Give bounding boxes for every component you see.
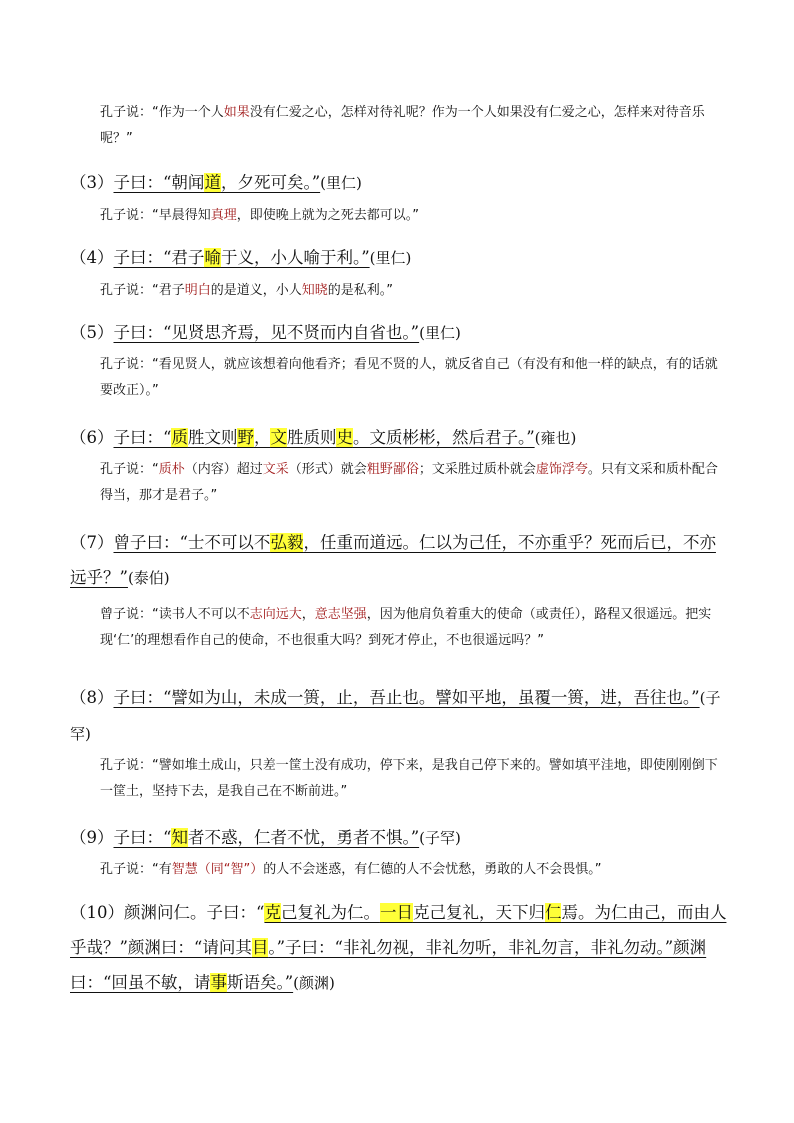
emphasized-word: 明白 [184,283,211,298]
original-text-paragraph [70,680,730,752]
translation-paragraph [100,278,725,304]
text-run: ， [301,607,315,622]
emphasized-word: 虚饰浮夸 [535,462,588,477]
text-run: （内容）超过 [184,462,263,477]
text-run: 孔子说：“ [100,462,159,477]
highlighted-key-word: 野 [237,428,254,447]
translation-paragraph [100,203,725,229]
source-chapter-label: (泰伯) [127,569,170,587]
text-run: 斯语矣。” [226,973,294,992]
text-run: 焉。为仁由己，而由人乎哉？”颜渊曰：“请问其 [70,903,727,957]
text-run: 孔子说：“早晨得知 [100,208,211,223]
text-run: 曾子说：“读书人不可以不 [100,607,250,622]
text-run: （9） [70,828,114,847]
translation-paragraph [100,753,725,804]
text-run: 己复礼为仁。 [280,903,380,922]
text-run: 。只有文采和质朴配合得当，那才是君子。” [100,462,718,503]
emphasized-word: 意志坚强 [314,607,367,622]
text-run: （形式）就会 [288,462,367,477]
emphasized-word: 知晓 [301,283,328,298]
translation-paragraph [100,857,725,883]
text-run: 子曰：“ [113,828,172,847]
text-run: 孔子说：“君子 [100,283,185,298]
highlighted-key-word: 知 [171,828,188,847]
original-text-paragraph [70,895,730,1001]
original-text-paragraph [70,420,730,456]
text-run: （6） [70,428,114,447]
source-chapter-label: (子罕) [419,829,461,847]
text-run: 子曰：“君子 [113,248,205,267]
text-run: 的人不会迷惑，有仁德的人不会忧愁，勇敢的人不会畏惧。” [263,862,602,877]
text-run: 曾子曰：“士不可以不 [113,533,271,552]
text-run: 孔子说：“有 [100,862,172,877]
text-run: 克己复礼，天下归 [412,903,545,922]
highlighted-key-word: 喻 [204,248,221,267]
text-run: （10）颜渊问仁。子曰：“ [70,903,265,922]
text-run: 子曰：“见贤思齐焉，见不贤而内自省也。” [113,323,420,342]
translation-paragraph [100,457,725,508]
emphasized-word: 粗野鄙俗 [366,462,419,477]
text-run: 孔子说：“看见贤人，就应该想着向他看齐；看见不贤的人，就反省自己（有没有和他一样的缺点，有的话就要改正）。” [100,357,718,398]
text-run: 。文质彬彬，然后君子。” [352,428,535,447]
highlighted-key-word: 仁 [544,903,562,922]
text-run: ，任重而道远。仁以为己任，不亦重乎？死而后已，不亦远乎？” [70,533,716,587]
highlighted-key-word: 克 [264,903,281,922]
text-run: ， [253,428,271,447]
text-run: ，因为他肩负着重大的使命（或责任），路程又很遥远。把实现‘仁’的理想看作自己的使命，不也很重大吗？到死才停止，不也很遥远吗？” [100,607,712,648]
original-text-paragraph [70,165,730,201]
source-chapter-label: (颜渊) [293,974,335,992]
text-run: （5） [70,323,114,342]
highlighted-key-word: 事 [210,973,227,992]
text-run: 子曰：“朝闻 [113,173,205,192]
source-chapter-label: (雍也) [534,429,577,447]
emphasized-word: 质朴 [158,462,185,477]
original-text-paragraph [70,820,730,856]
text-run: ；文采胜过质朴就会 [418,462,536,477]
highlighted-key-word: 道 [204,173,221,192]
emphasized-word: 文采 [262,462,289,477]
source-chapter-label: (里仁) [369,249,412,267]
text-run: （7） [70,533,114,552]
original-text-paragraph [70,315,730,351]
emphasized-word: 真理 [210,208,237,223]
translation-paragraph [100,602,725,653]
highlighted-key-word: 质 [171,428,188,447]
text-run: 胜质则 [286,428,337,447]
highlighted-key-word: 弘毅 [270,533,304,552]
emphasized-word: 志向远大 [249,607,302,622]
text-run: 。”子曰：“非礼勿视，非礼勿听，非礼勿言，非礼勿动。”颜渊曰：“回虽不敏，请 [70,938,707,992]
text-run: （8） [70,688,114,707]
text-run: 的是道义，小人 [210,283,302,298]
highlighted-key-word: 史 [336,428,353,447]
text-run: 子曰：“譬如为山，未成一篑，止，吾止也。譬如平地，虽覆一篑，进，吾往也。” [113,688,700,707]
text-run: 于义，小人喻于利。” [220,248,370,267]
text-run: 孔子说：“譬如堆土成山，只差一筐土没有成功，停下来，是我自己停下来的。譬如填平洼地，即使刚刚倒下一筐土，坚持下去，是我自己在不断前进。” [100,758,718,799]
source-chapter-label: (子罕) [70,689,721,743]
source-chapter-label: (里仁) [419,324,461,342]
emphasized-word: 如果 [223,105,250,120]
highlighted-key-word: 文 [270,428,287,447]
text-run: 胜文则 [187,428,238,447]
text-run: 子曰：“ [113,428,172,447]
emphasized-word: 智慧（同“智”） [171,862,264,877]
text-run: （4） [70,248,114,267]
text-run: 者不惑，仁者不忧，勇者不惧。” [187,828,420,847]
source-chapter-label: (里仁) [320,174,362,192]
translation-paragraph [100,352,725,403]
text-run: ，夕死可矣。” [220,173,321,192]
translation-paragraph [100,100,725,151]
text-run: ，即使晚上就为之死去都可以。” [236,208,420,223]
highlighted-key-word: 一日 [379,903,413,922]
original-text-paragraph [70,240,730,276]
text-run: （3） [70,173,114,192]
text-run: 没有仁爱之心，怎样对待礼呢？作为一个人如果没有仁爱之心，怎样来对待音乐呢？” [100,105,705,146]
original-text-paragraph [70,525,730,596]
text-run: 的是私利。” [327,283,394,298]
text-run: 孔子说：“作为一个人 [100,105,224,120]
highlighted-key-word: 目 [251,938,269,957]
